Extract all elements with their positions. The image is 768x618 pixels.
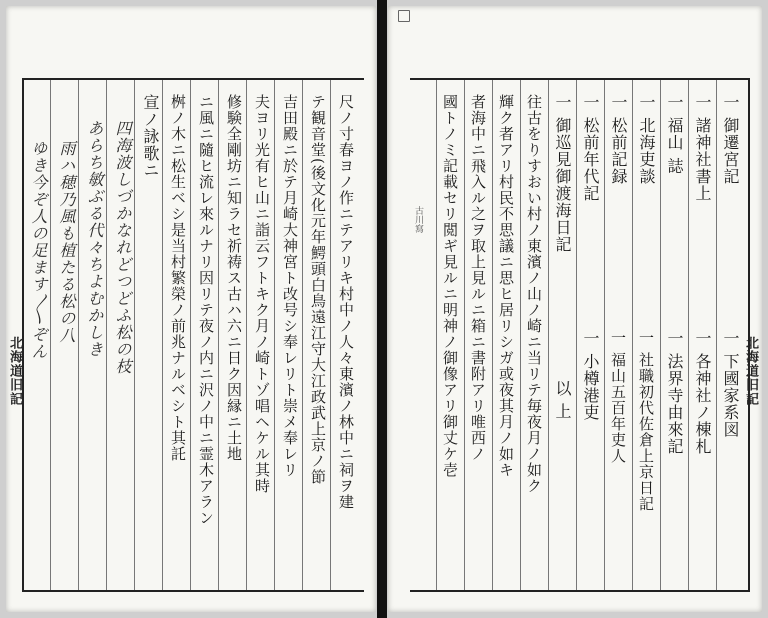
left-spine-label: 北海道旧記: [7, 336, 22, 406]
list-item: 一 諸神社書上: [693, 94, 712, 203]
list-end-marker: 以 上: [553, 380, 572, 421]
left-column-3: 吉田殿ニ於テ月崎大神宮ト改号シ奉レリト崇メ奉レリ: [281, 94, 299, 478]
right-text-frame: [410, 78, 750, 592]
list-item: 一 法界寺由來記: [665, 330, 684, 456]
narrative-line-2: 輝ク者アリ村民不思議ニ思ヒ居リシガ或夜其月ノ如キ: [497, 94, 515, 478]
page-mark: 古川寫: [413, 206, 423, 233]
poem-line-2: あらち敏ぶる代々ちよむかしき: [85, 120, 104, 358]
corner-stamp: [398, 10, 410, 22]
narrative-line-4: 國トノミ記載セリ閲ギ見ルニ明神ノ御像アリ御丈ケ壱: [441, 94, 459, 478]
list-item: 一 御巡見御渡海日記: [553, 94, 572, 254]
right-page: [388, 6, 762, 612]
list-item: 一 北海吏談: [637, 94, 656, 186]
list-item: 一 社職初代佐倉上京日記: [637, 330, 655, 512]
list-item: 一 福山 誌: [665, 94, 684, 175]
left-column-1: 尺ノ寸春ヨノ作ニテアリキ村中ノ人々東濱ノ林中ニ祠ヲ建: [337, 94, 355, 510]
list-item: 一 御遷宮記: [721, 94, 740, 186]
left-column-6: ニ風ニ隨ヒ流レ來ルナリ因リテ夜ノ内ニ沢ノ中ニ霊木アラン: [197, 94, 215, 526]
right-spine-label: 北海道旧記: [743, 336, 758, 406]
narrative-line-3: 者海中ニ飛入ル之ヲ取上見ルニ箱ニ書附アリ唯西ノ: [469, 94, 487, 462]
left-page: [6, 6, 376, 612]
list-item: 一 福山五百年吏人: [609, 330, 627, 464]
list-item: 一 松前記録: [609, 94, 628, 186]
left-column-8: 宣ノ詠歌ニ: [141, 94, 160, 179]
left-text-frame: [22, 78, 364, 592]
poem-line-1: 四海波しづかなれどつどふ松の枝: [113, 120, 132, 375]
poem-line-4: ゆき今ぞ人の足ます〳〵ぞん: [29, 140, 48, 360]
left-column-4: 夫ヨリ光有ヒ山ニ詣云フトキク月ノ崎トゾ唱ヘケル其時: [253, 94, 271, 494]
book-gutter: [377, 0, 387, 618]
poem-line-3: 雨ハ穂乃風も植たる松の八: [57, 140, 76, 344]
left-column-5: 修験全剛坊ニ知ラセ祈祷ス古ハ六ニ日ク因縁ニ土地: [225, 94, 243, 462]
left-column-7: 桝ノ木ニ松生ベシ是当村繁榮ノ前兆ナルベシト其託: [169, 94, 187, 462]
list-item: 一 各神社ノ棟札: [693, 330, 712, 456]
list-item: 一 下國家系図: [721, 330, 740, 439]
list-item: 一 小樽港吏: [581, 330, 600, 422]
narrative-line-1: 往古をりすおい村ノ東濱ノ山ノ崎ニ当リテ毎夜月ノ如ク: [525, 94, 543, 494]
list-item: 一 松前年代記: [581, 94, 600, 203]
left-column-2: テ観音堂(後文化元年鰐頭白鳥遠江守大江政武上京ノ節: [309, 94, 327, 485]
